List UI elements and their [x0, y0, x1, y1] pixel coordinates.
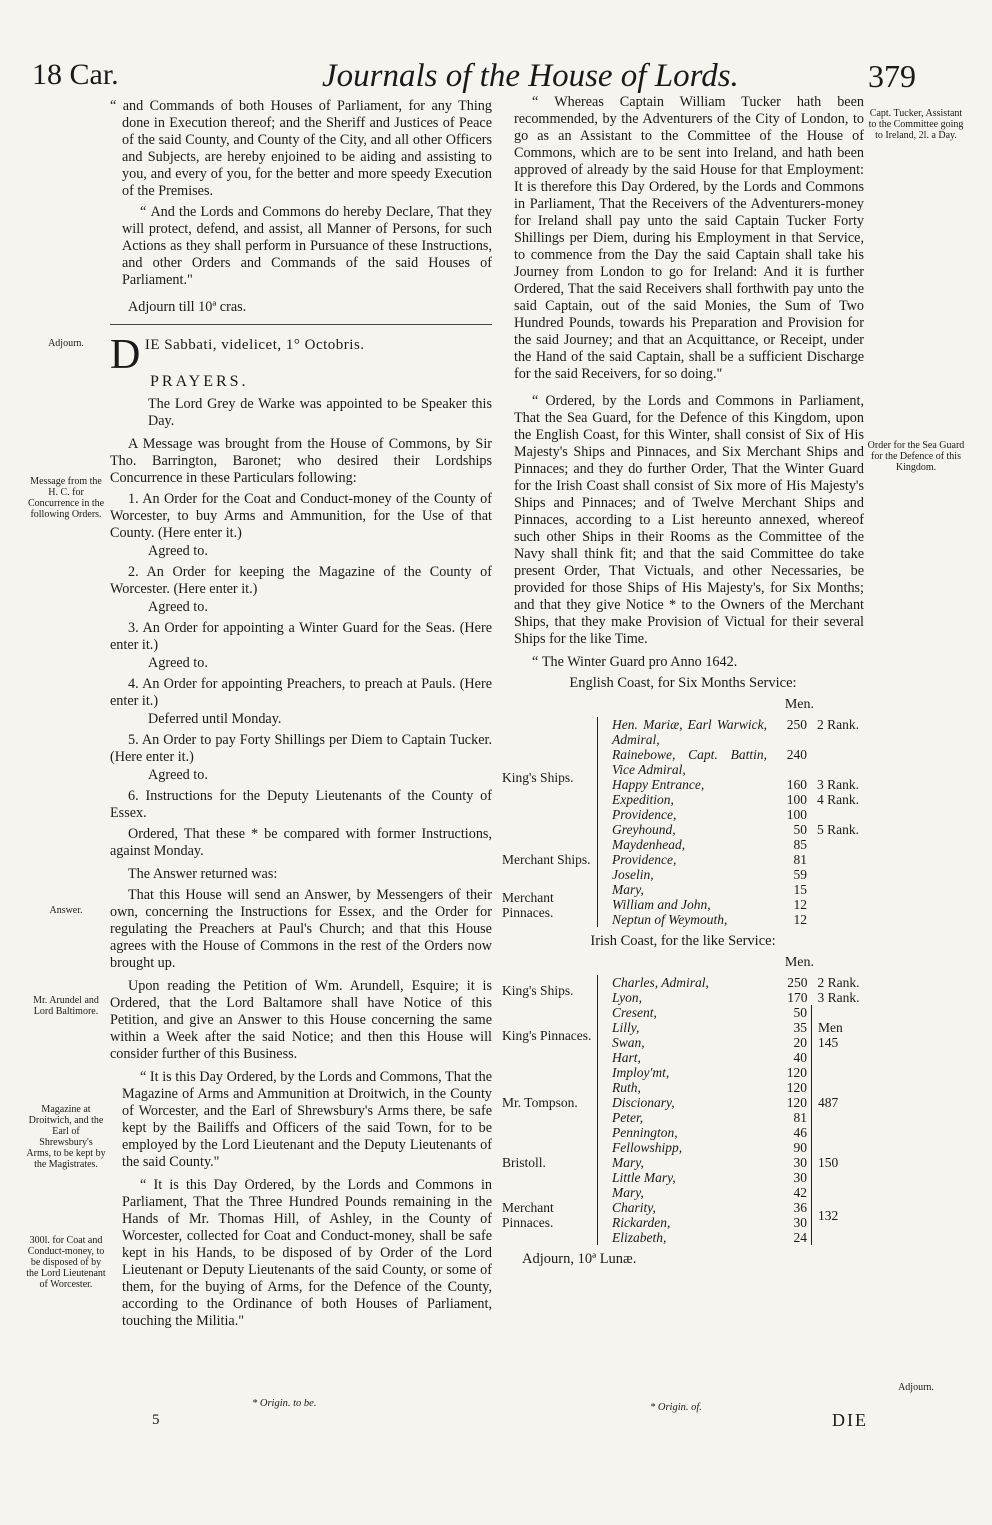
- ship-row: [502, 837, 864, 852]
- ship-name: Little Mary,: [612, 1170, 676, 1185]
- ship-name: Ruth,: [612, 1080, 641, 1095]
- group-total: 150: [812, 1140, 865, 1185]
- sea-guard-order: “ Ordered, by the Lords and Commons in Parliament, That the Sea Guard, for the Defence of this Kingdom, upon the English Coast, for this Winter, shall consist of Six of His Majesty's Ships and Pinnaces, and Six Merchant Ships and Pinnaces; and they do further Order, That the Winter Guard for the Irish Coast shall consist of Six more of His Majesty's Ships and Pinnaces; and of Twelve Merchant Ships and Pinnaces, according to a List hereunto annexed, whereof such other Ships in their Rooms as the Committee of the Navy shall think fit; and that the said Committee do take present Order, That Victuals, and other Necessaries, be provided for those Ships of His Majesty's, for Six Months; and that they give Notice * to the Owners of the Merchant Ships, that they make Provision of Victual for their several Ships for the like Time.: [502, 393, 864, 648]
- margin-note-coat: 300l. for Coat and Conduct-money, to be disposed of by the Lord Lieutenant of Worcester.: [26, 1235, 106, 1290]
- ship-rank: [811, 852, 864, 867]
- ship-name: Charles, Admiral,: [612, 975, 709, 990]
- ship-men: 12: [793, 912, 807, 927]
- ship-name: Rainebowe, Capt. Battin, Vice Admiral,: [612, 747, 767, 777]
- running-header: [0, 58, 992, 98]
- winter-guard-title: “ The Winter Guard pro Anno 1642.: [502, 654, 864, 671]
- ship-rank: [811, 837, 864, 852]
- ship-name: Mary,: [612, 1155, 644, 1170]
- ship-name: Rickarden,: [612, 1215, 671, 1230]
- men-column-label: Men.: [784, 697, 814, 712]
- ship-rank: 3 Rank.: [817, 990, 860, 1005]
- ship-name: Hen. Mariæ, Earl Warwick, Admiral,: [612, 717, 767, 747]
- margin-note-adjourn-right: Adjourn.: [898, 1382, 934, 1393]
- right-column: [502, 94, 864, 1272]
- ship-name: Pennington,: [612, 1125, 678, 1140]
- tucker-order: “ Whereas Captain William Tucker hath been recommended, by the Adventurers of the City of London, to go as an Assistant to the Committee of the House of Commons, which are to be sent into Ireland, and hath been approved of already by the said House for that Employment: It is therefore this Day Ordered, by the Lords and Commons in Parliament, That the Receivers of the Adventurers-money for Ireland shall pay unto the said Captain Tucker Forty Shillings per Diem, during his Employment in that Service, to commence from the Day the said Captain shall take his Journey from London to go for Ireland: And it is further Ordered, That the said Receivers shall forthwith pay unto the said Captain, out of the said Monies, the Sum of Two Hundred Pounds, towards his Preparation and Provision for the said Journey; and that an Acquittance, or Receipt, under the Hand of the said Captain, shall be a sufficient Discharge for the said Receivers, for so doing.": [502, 94, 864, 383]
- date-heading: [110, 332, 492, 378]
- orders-list: [110, 491, 492, 822]
- ship-name: Neptun of Weymouth,: [612, 912, 728, 927]
- order-item: 5. An Order to pay Forty Shillings per Diem to Captain Tucker. (Here enter it.): [110, 732, 492, 765]
- margin-note-answer: Answer.: [49, 905, 83, 916]
- ship-row: [502, 975, 864, 990]
- ship-men: 160: [786, 777, 807, 792]
- ship-men: 100: [786, 807, 807, 822]
- ship-rank: 3 Rank.: [817, 777, 859, 792]
- ship-row: [502, 882, 864, 897]
- ship-men: 30: [793, 1170, 807, 1185]
- order-item: 1. An Order for the Coat and Conduct-money of the County of Worcester, to buy Arms and Ammunition, for the Use of that County. (Here enter it.): [110, 491, 492, 541]
- header-regnal-year: 18 Car.: [32, 58, 119, 91]
- order-item: 3. An Order for appointing a Winter Guard for the Seas. (Here enter it.): [110, 620, 492, 653]
- ship-rank: [811, 807, 864, 822]
- irish-coast-heading: Irish Coast, for the like Service:: [590, 933, 776, 949]
- ship-rank: 4 Rank.: [817, 792, 859, 807]
- drop-cap: D: [110, 332, 141, 378]
- section-divider: [110, 324, 492, 325]
- catchword: DIE: [832, 1410, 868, 1430]
- margin-note-adjourn: Adjourn.: [48, 338, 84, 349]
- ship-rank: 2 Rank.: [817, 717, 859, 732]
- lords-declaration: “ And the Lords and Commons do hereby Declare, That they will protect, defend, and assist, all Manner of Persons, for such Actions as they shall perform in Pursuance of these Instructions, and other Orders and Commands of the said Houses of Parliament.": [110, 204, 492, 289]
- ship-name: Providence,: [612, 852, 677, 867]
- order-item: 6. Instructions for the Deputy Lieutenants of the County of Essex.: [110, 788, 492, 821]
- ship-group-label: King's Ships.: [502, 769, 574, 785]
- ship-men: 46: [793, 1125, 807, 1140]
- order-item: 2. An Order for keeping the Magazine of the County of Worcester. (Here enter it.): [110, 564, 492, 597]
- ship-group-label: Merchant Pinnaces.: [502, 1200, 554, 1230]
- coat-money-order: “ It is this Day Ordered, by the Lords and Commons in Parliament, That the Three Hundred Pounds remaining in the Hands of Mr. Thomas Hill, of Ashley, in the County of Worcester, collected for Coat and Conduct-money, shall be safe kept in his Hands, to be disposed of by Order of the Lord Lieutenant or Deputy Lieutenants of the said County, or some of them, for the buying of Arms, for the Defence of the County, according to the Ordinance of both Houses of Parliament, touching the Militia.": [110, 1177, 492, 1330]
- ship-group-label: King's Ships.: [502, 982, 574, 998]
- ship-men: 85: [793, 837, 807, 852]
- group-brace: [598, 1185, 609, 1245]
- ship-rank: [811, 867, 864, 882]
- ship-men: 240: [786, 747, 807, 762]
- ship-name: Providence,: [612, 807, 677, 822]
- ship-name: Elizabeth,: [612, 1230, 667, 1245]
- ship-men: 81: [793, 852, 807, 867]
- group-brace: [598, 1140, 609, 1185]
- ship-men: 30: [793, 1215, 807, 1230]
- ship-men: 30: [793, 1155, 807, 1170]
- speaker-line: The Lord Grey de Warke was appointed to be Speaker this Day.: [148, 396, 492, 429]
- english-coast-table: [502, 717, 864, 927]
- answer-intro: The Answer returned was:: [128, 866, 278, 882]
- ship-men: 15: [793, 882, 807, 897]
- ship-name: Discionary,: [612, 1095, 675, 1110]
- ship-men: 40: [793, 1050, 807, 1065]
- group-total: Men 145: [812, 1005, 865, 1065]
- ship-men: 250: [786, 717, 807, 732]
- ship-name: Maydenhead,: [612, 837, 686, 852]
- ship-men: 120: [786, 1065, 807, 1080]
- margin-note-magazine: Magazine at Droitwich, and the Earl of Shrewsbury's Arms, to be kept by the Magistrates.: [26, 1104, 106, 1170]
- ship-name: Charity,: [612, 1200, 656, 1215]
- ship-men: 170: [787, 990, 808, 1005]
- ship-name: Mary,: [612, 1185, 644, 1200]
- group-brace: [598, 1065, 609, 1140]
- message-paragraph: A Message was brought from the House of Commons, by Sir Tho. Barrington, Baronet; who desired their Lordships Concurrence in these Particulars following:: [110, 436, 492, 486]
- adjourn-monday: Adjourn, 10ª Lunæ.: [522, 1251, 637, 1267]
- ship-name: Mary,: [612, 882, 644, 897]
- left-column: [110, 98, 492, 1334]
- ship-name: Fellowshipp,: [612, 1140, 683, 1155]
- ship-name: Swan,: [612, 1035, 645, 1050]
- group-total: 487: [812, 1065, 865, 1140]
- footnote-left: * Origin. to be.: [252, 1398, 317, 1409]
- ship-group-label: Bristoll.: [502, 1155, 546, 1170]
- ship-name: William and John,: [612, 897, 711, 912]
- ship-row: [502, 1140, 864, 1155]
- ship-name: Joselin,: [612, 867, 654, 882]
- margin-note-tucker: Capt. Tucker, Assistant to the Committee going to Ireland, 2l. a Day.: [868, 108, 964, 141]
- order-item-status: Deferred until Monday.: [148, 711, 282, 727]
- group-brace: [598, 837, 609, 882]
- ship-rank: [811, 747, 864, 777]
- order-item: 4. An Order for appointing Preachers, to preach at Pauls. (Here enter it.): [110, 676, 492, 709]
- ship-men: 81: [793, 1110, 807, 1125]
- ship-name: Cresent,: [612, 1005, 657, 1020]
- ship-men: 50: [793, 822, 807, 837]
- margin-note-seaguard: Order for the Sea Guard for the Defence of this Kingdom.: [867, 440, 965, 473]
- ship-men: 20: [793, 1035, 807, 1050]
- magazine-order: “ It is this Day Ordered, by the Lords and Commons, That the Magazine of Arms and Ammunition at Droitwich, in the County of Worcester, and the Earl of Shrewsbury's Arms there, be safe kept by the Bailiffs and Officers of the said Town, for to be employed by the Lord Lieutenant and the Deputy Lieutenants of the said County.": [110, 1069, 492, 1171]
- irish-coast-table: [502, 975, 864, 1245]
- group-brace: [598, 882, 609, 927]
- group-brace: [598, 975, 609, 1005]
- ship-row: [502, 1185, 864, 1200]
- ship-rank: 2 Rank.: [817, 975, 860, 990]
- group-total: 132: [812, 1185, 865, 1245]
- ship-rank: 5 Rank.: [817, 822, 859, 837]
- ship-men: 12: [793, 897, 807, 912]
- ordered-compare: Ordered, That these * be compared with former Instructions, against Monday.: [110, 826, 492, 859]
- ship-name: Lyon,: [612, 990, 642, 1005]
- ship-name: Hart,: [612, 1050, 641, 1065]
- ship-men: 120: [786, 1095, 807, 1110]
- ship-men: 120: [786, 1080, 807, 1095]
- page-number-header: 379: [868, 58, 916, 94]
- ship-men: 42: [793, 1185, 807, 1200]
- ship-men: 50: [793, 1005, 807, 1020]
- ship-name: Happy Entrance,: [612, 777, 705, 792]
- header-title: Journals of the House of Lords.: [322, 58, 739, 94]
- margin-note-message: Message from the H. C. for Concurrence in the following Orders.: [27, 476, 105, 520]
- footnote-right: * Origin. of.: [650, 1402, 702, 1413]
- ship-group-label: Merchant Ships.: [502, 852, 591, 867]
- ship-rank: [811, 912, 864, 927]
- men-column-label-irish: Men.: [784, 955, 814, 970]
- order-item-status: Agreed to.: [148, 599, 208, 615]
- ship-men: 35: [793, 1020, 807, 1035]
- date-heading-text: IE Sabbati, videlicet, 1° Octobris.: [144, 337, 365, 353]
- ship-name: Greyhound,: [612, 822, 676, 837]
- ship-group-label: Merchant Pinnaces.: [502, 889, 554, 920]
- ship-men: 59: [793, 867, 807, 882]
- prayers-heading: PRAYERS.: [150, 373, 249, 390]
- ship-men: 100: [786, 792, 807, 807]
- ship-name: Expedition,: [612, 792, 674, 807]
- ship-row: [502, 717, 864, 747]
- ship-group-label: King's Pinnaces.: [502, 1027, 592, 1043]
- signature-mark: 5: [152, 1412, 160, 1428]
- ship-group-label: Mr. Tompson.: [502, 1095, 578, 1110]
- adjourn-line: Adjourn till 10ª cras.: [128, 299, 247, 315]
- ship-men: 90: [793, 1140, 807, 1155]
- group-brace: [598, 717, 609, 837]
- order-item-status: Agreed to.: [148, 767, 208, 783]
- answer-text: That this House will send an Answer, by Messengers of their own, concerning the Instructions for Essex, and the Order for regulating the Preachers at Paul's Church; and that this House agrees with the House of Commons in the rest of the Orders now brought up.: [110, 887, 492, 971]
- instructions-continued: “ and Commands of both Houses of Parliament, for any Thing done in Execution thereof; and the Sheriff and Justices of Peace of the said County, and County of the City, and all other Officers and Subjects, are hereby enjoined to be aiding and assisting to you, and every of you, for the better and more speedy Execution of the Premises.: [110, 98, 492, 200]
- ship-men: 36: [793, 1200, 807, 1215]
- arundel-petition: Upon reading the Petition of Wm. Arundell, Esquire; it is Ordered, that the Lord Baltamore shall have Notice of this Petition, and give an Answer to this House concerning the same within a Week after the said Notice; and then this House will consider further of this Business.: [110, 978, 492, 1062]
- ship-men: 250: [787, 975, 808, 990]
- ship-name: Peter,: [612, 1110, 644, 1125]
- ship-name: Lilly,: [612, 1020, 640, 1035]
- ship-name: Imploy'mt,: [612, 1065, 670, 1080]
- ship-row: [502, 1065, 864, 1080]
- ship-rank: [811, 882, 864, 897]
- ship-men: 24: [793, 1230, 807, 1245]
- order-item-status: Agreed to.: [148, 655, 208, 671]
- order-item-status: Agreed to.: [148, 543, 208, 559]
- margin-note-arundel: Mr. Arundel and Lord Baltimore.: [33, 995, 99, 1017]
- ship-row: [502, 1005, 864, 1020]
- ship-rank: [811, 897, 864, 912]
- english-coast-heading: English Coast, for Six Months Service:: [569, 675, 797, 691]
- group-brace: [598, 1005, 609, 1065]
